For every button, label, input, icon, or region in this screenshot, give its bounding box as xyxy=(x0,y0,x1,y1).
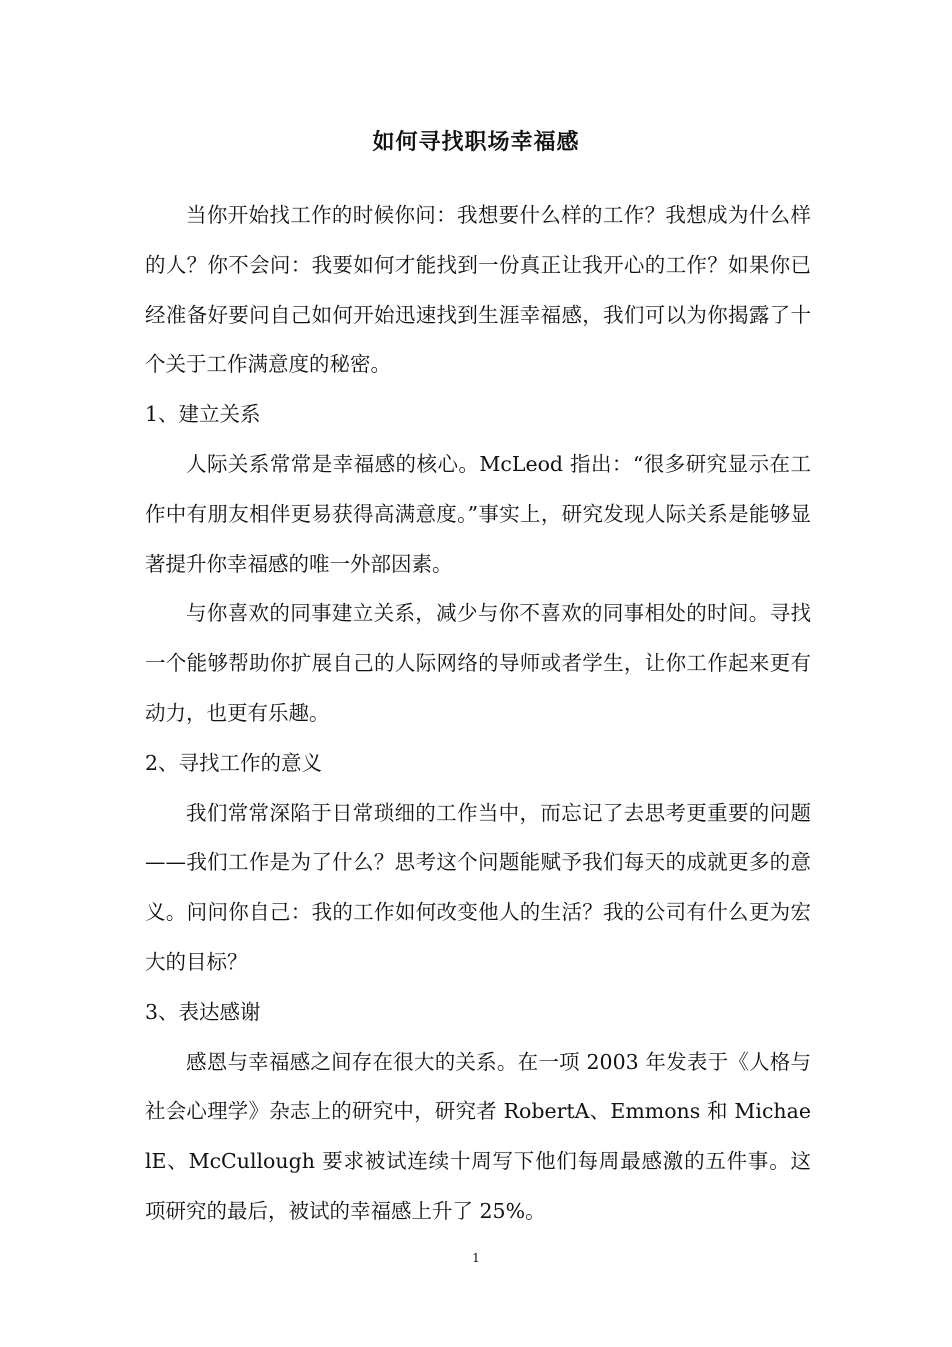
paragraph-colleagues: 与你喜欢的同事建立关系，减少与你不喜欢的同事相处的时间。寻找一个能够帮助你扩展自己的人际网络的导师或者学生，让你工作起来更有动力，也更有乐趣。 xyxy=(145,601,811,725)
paragraph-gratitude: 感恩与幸福感之间存在很大的关系。在一项 2003 年发表于《人格与社会心理学》杂志上的研究中，研究者 RobertA、Emmons 和 MichaelE、McCullough 要求被试连续十周写下他们每周最感激的五件事。这项研究的最后，被试的幸福感上升了 25%。 xyxy=(145,1049,811,1223)
section-heading-1: 1、建立关系 xyxy=(145,402,261,427)
paragraph-relationships: 人际关系常常是幸福感的核心。McLeod 指出：“很多研究显示在工作中有朋友相伴更易获得高满意度。”事实上，研究发现人际关系是能够显著提升你幸福感的唯一外部因素。 xyxy=(145,451,811,576)
section-heading-2: 2、寻找工作的意义 xyxy=(145,750,323,775)
page-number: 1 xyxy=(472,1251,480,1265)
section-heading-3: 3、表达感谢 xyxy=(145,999,261,1024)
document-title: 如何寻找职场幸福感 xyxy=(372,129,580,155)
document-body xyxy=(145,191,811,1237)
paragraph-meaning: 我们常常深陷于日常琐细的工作当中，而忘记了去思考更重要的问题——我们工作是为了什么？思考这个问题能赋予我们每天的成就更多的意义。问问你自己：我的工作如何改变他人的生活？我的公司有什么更为宏大的目标？ xyxy=(145,800,811,974)
paragraph-intro: 当你开始找工作的时候你问：我想要什么样的工作？我想成为什么样的人？你不会问：我要如何才能找到一份真正让我开心的工作？如果你已经准备好要问自己如何开始迅速找到生涯幸福感，我们可以为你揭露了十个关于工作满意度的秘密。 xyxy=(145,203,811,377)
